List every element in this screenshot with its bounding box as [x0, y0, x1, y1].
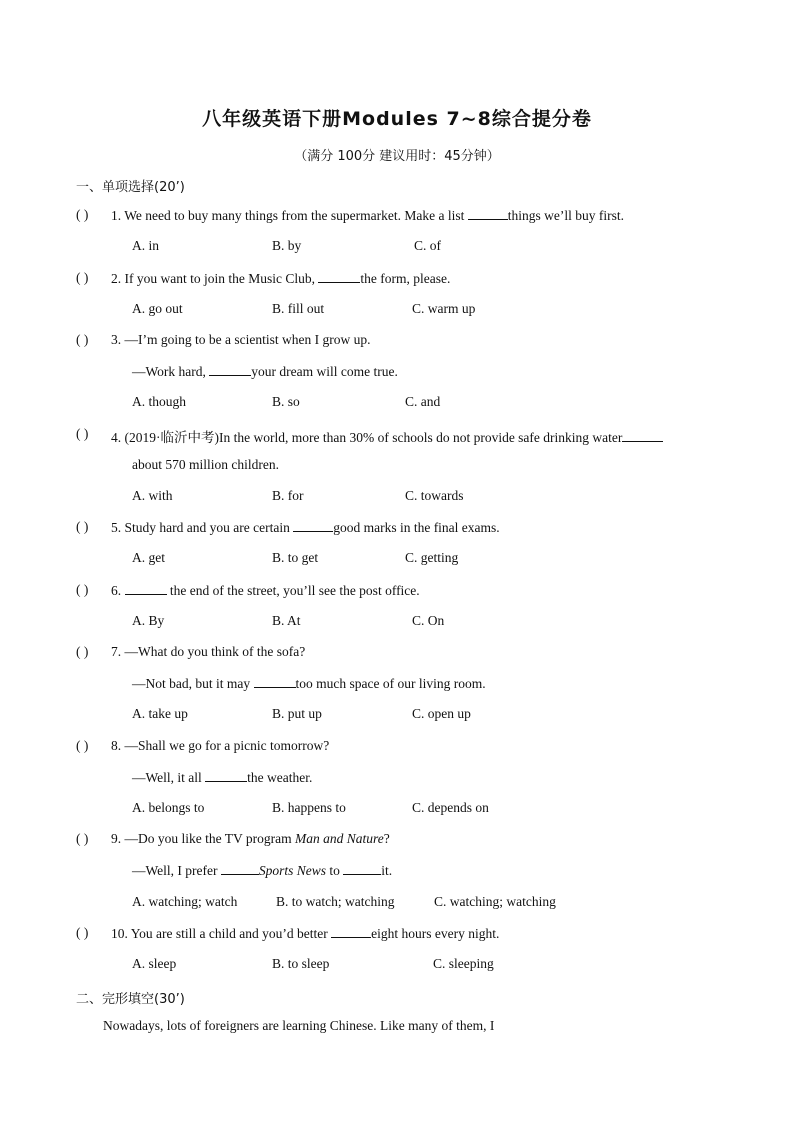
option-c: C. towards [405, 488, 464, 503]
blank [125, 582, 167, 595]
answer-paren: ( ) [76, 270, 89, 285]
section-heading-cloze: 二、完形填空(30’) [76, 992, 185, 1007]
option-b: B. put up [272, 706, 322, 721]
section-heading-single-choice: 一、单项选择(20’) [76, 180, 185, 195]
option-c: C. On [412, 613, 445, 628]
option-c: C. watching; watching [434, 894, 556, 909]
blank [209, 363, 251, 376]
option-a: A. get [132, 550, 165, 565]
question-8-reply: —Well, it all the weather. [132, 770, 313, 785]
answer-paren: ( ) [76, 925, 89, 940]
question-9: 9. —Do you like the TV program Man and Nature? [111, 831, 390, 846]
option-b: B. to sleep [272, 956, 330, 971]
option-b: B. to watch; watching [276, 894, 395, 909]
blank [331, 925, 371, 938]
answer-paren: ( ) [76, 644, 89, 659]
blank [468, 207, 508, 220]
blank [254, 675, 296, 688]
question-10: 10. You are still a child and you’d better eight hours every night. [111, 926, 500, 941]
blank [343, 862, 381, 875]
question-9-reply: —Well, I prefer Sports News to it. [132, 863, 393, 878]
blank [318, 270, 360, 283]
option-b: B. At [272, 613, 301, 628]
answer-paren: ( ) [76, 426, 89, 441]
question-5: 5. Study hard and you are certain good marks in the final exams. [111, 520, 500, 535]
option-c: C. of [414, 238, 441, 253]
option-a: A. in [132, 238, 159, 253]
blank [221, 862, 259, 875]
option-b: B. by [272, 238, 302, 253]
option-a: A. sleep [132, 956, 177, 971]
answer-paren: ( ) [76, 207, 89, 222]
question-6: 6. the end of the street, you’ll see the post office. [111, 583, 420, 598]
option-c: C. getting [405, 550, 459, 565]
question-4: 4. (2019·临沂中考)In the world, more than 30% of schools do not provide safe drinking water [111, 426, 663, 446]
option-c: C. open up [412, 706, 471, 721]
option-b: B. for [272, 488, 304, 503]
option-b: B. to get [272, 550, 319, 565]
option-a: A. By [132, 613, 165, 628]
option-c: C. sleeping [433, 956, 494, 971]
option-c: C. warm up [412, 301, 476, 316]
question-7-reply: —Not bad, but it may too much space of our living room. [132, 676, 486, 691]
question-1: 1. We need to buy many things from the supermarket. Make a list things we’ll buy first. [111, 208, 624, 223]
page-title: 八年级英语下册Modules 7~8综合提分卷 [202, 108, 592, 130]
question-3-reply: —Work hard, your dream will come true. [132, 364, 398, 379]
page-subtitle: （满分 100分 建议用时：45分钟） [294, 149, 500, 164]
question-3: 3. —I’m going to be a scientist when I grow up. [111, 332, 371, 347]
cloze-passage-line: Nowadays, lots of foreigners are learning Chinese. Like many of them, I [103, 1018, 495, 1033]
answer-paren: ( ) [76, 831, 89, 846]
option-a: A. go out [132, 301, 183, 316]
option-a: A. watching; watch [132, 894, 238, 909]
option-a: A. belongs to [132, 800, 205, 815]
answer-paren: ( ) [76, 332, 89, 347]
question-2: 2. If you want to join the Music Club, the form, please. [111, 271, 451, 286]
option-a: A. with [132, 488, 173, 503]
option-c: C. and [405, 394, 441, 409]
blank [622, 429, 663, 442]
question-4-continued: about 570 million children. [132, 457, 279, 472]
blank [293, 519, 333, 532]
option-c: C. depends on [412, 800, 489, 815]
option-b: B. so [272, 394, 300, 409]
answer-paren: ( ) [76, 582, 89, 597]
option-a: A. though [132, 394, 186, 409]
answer-paren: ( ) [76, 519, 89, 534]
blank [205, 769, 247, 782]
option-a: A. take up [132, 706, 188, 721]
question-7: 7. —What do you think of the sofa? [111, 644, 306, 659]
answer-paren: ( ) [76, 738, 89, 753]
question-8: 8. —Shall we go for a picnic tomorrow? [111, 738, 330, 753]
option-b: B. fill out [272, 301, 325, 316]
option-b: B. happens to [272, 800, 346, 815]
